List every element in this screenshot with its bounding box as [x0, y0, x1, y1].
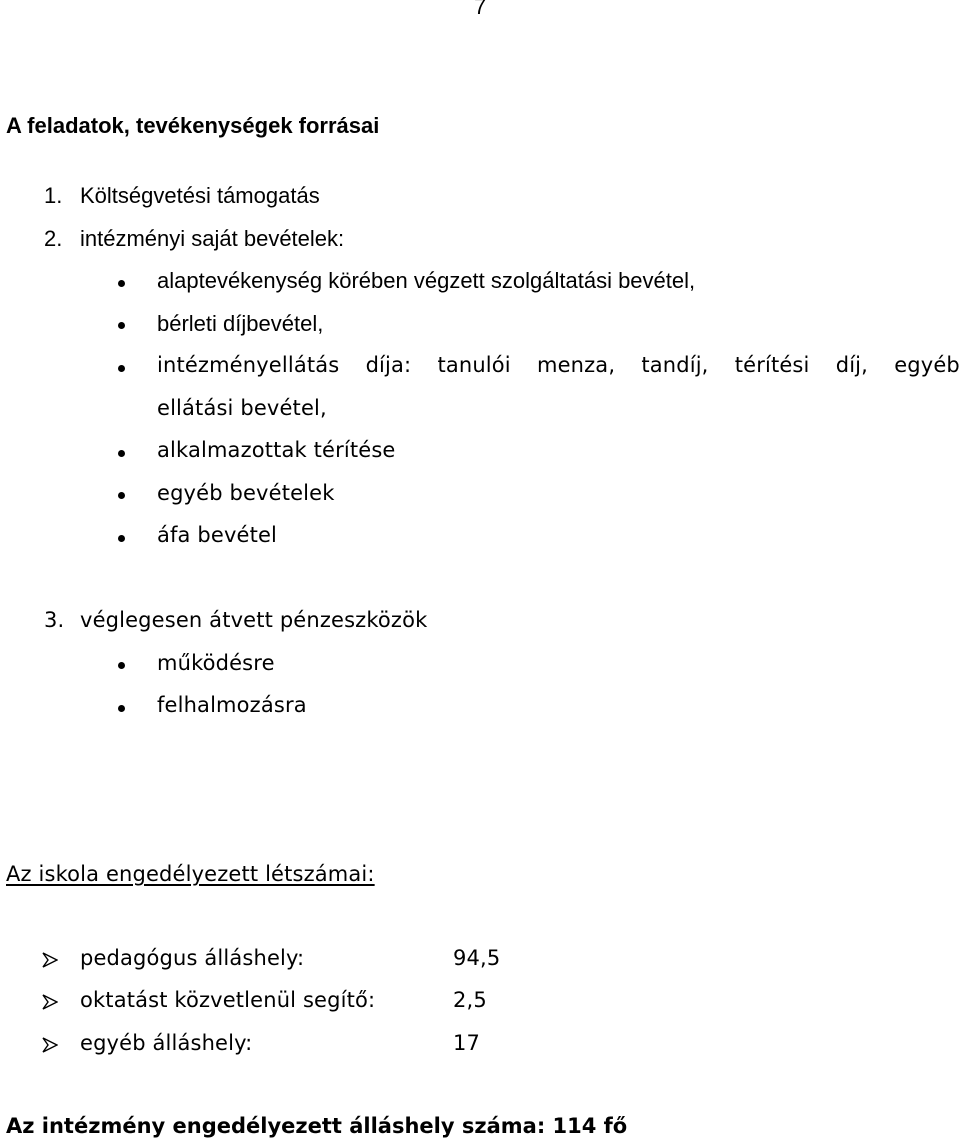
bullet-dot-icon [118, 492, 125, 499]
staffing-label-3: egyéb álláshely: [80, 1031, 253, 1055]
list-item-3-text: véglegesen átvett pénzeszközök [80, 608, 428, 632]
list-item-3-bullet-1: működésre [157, 651, 275, 675]
bullet-dot-icon [118, 705, 125, 712]
list-item-2-bullet-4: alkalmazottak térítése [157, 438, 396, 462]
list-item-2-bullet-3-continuation: ellátási bevétel, [157, 396, 327, 420]
bullet-dot-icon [118, 280, 125, 287]
staffing-value-3: 17 [453, 1031, 481, 1055]
list-item-2-bullet-3 [157, 353, 960, 377]
list-item-2-bullet-5: egyéb bevételek [157, 481, 335, 505]
page-number: 7 [474, 0, 487, 19]
staffing-heading: Az iskola engedélyezett létszámai: [6, 862, 375, 886]
bullet-dot-icon [118, 535, 125, 542]
list-item-3-number: 3. [44, 608, 65, 632]
word: intézményellátás [157, 353, 340, 377]
arrowhead-bullet-icon [42, 994, 58, 1010]
word: térítési [734, 353, 810, 377]
bullet-dot-icon [118, 322, 125, 329]
list-item-2-number: 2. [44, 226, 63, 251]
word: egyéb [894, 353, 960, 377]
total-positions-statement: Az intézmény engedélyezett álláshely száma: 114 fő [6, 1114, 628, 1138]
word: tanulói [437, 353, 511, 377]
list-item-1-text: Költségvetési támogatás [80, 183, 320, 208]
staffing-value-1: 94,5 [453, 946, 501, 970]
arrowhead-bullet-icon [42, 952, 58, 968]
list-item-2-bullet-2: bérleti díjbevétel, [157, 311, 324, 336]
list-item-2-text: intézményi saját bevételek: [80, 226, 345, 251]
list-item-2-bullet-6: áfa bevétel [157, 523, 278, 547]
word: díj, [835, 353, 868, 377]
staffing-label-2: oktatást közvetlenül segítő: [80, 988, 376, 1012]
bullet-dot-icon [118, 662, 125, 669]
list-item-2-bullet-1: alaptevékenység körében végzett szolgáltatási bevétel, [157, 268, 696, 293]
staffing-value-2: 2,5 [453, 988, 487, 1012]
section-title: A feladatok, tevékenységek forrásai [6, 113, 380, 138]
bullet-dot-icon [118, 450, 125, 457]
list-item-3-bullet-2: felhalmozásra [157, 693, 307, 717]
staffing-label-1: pedagógus álláshely: [80, 946, 305, 970]
bullet-dot-icon [118, 365, 125, 372]
list-item-1-number: 1. [44, 183, 63, 208]
word: menza, [537, 353, 616, 377]
arrowhead-bullet-icon [42, 1037, 58, 1053]
word: díja: [365, 353, 412, 377]
word: tandíj, [641, 353, 709, 377]
